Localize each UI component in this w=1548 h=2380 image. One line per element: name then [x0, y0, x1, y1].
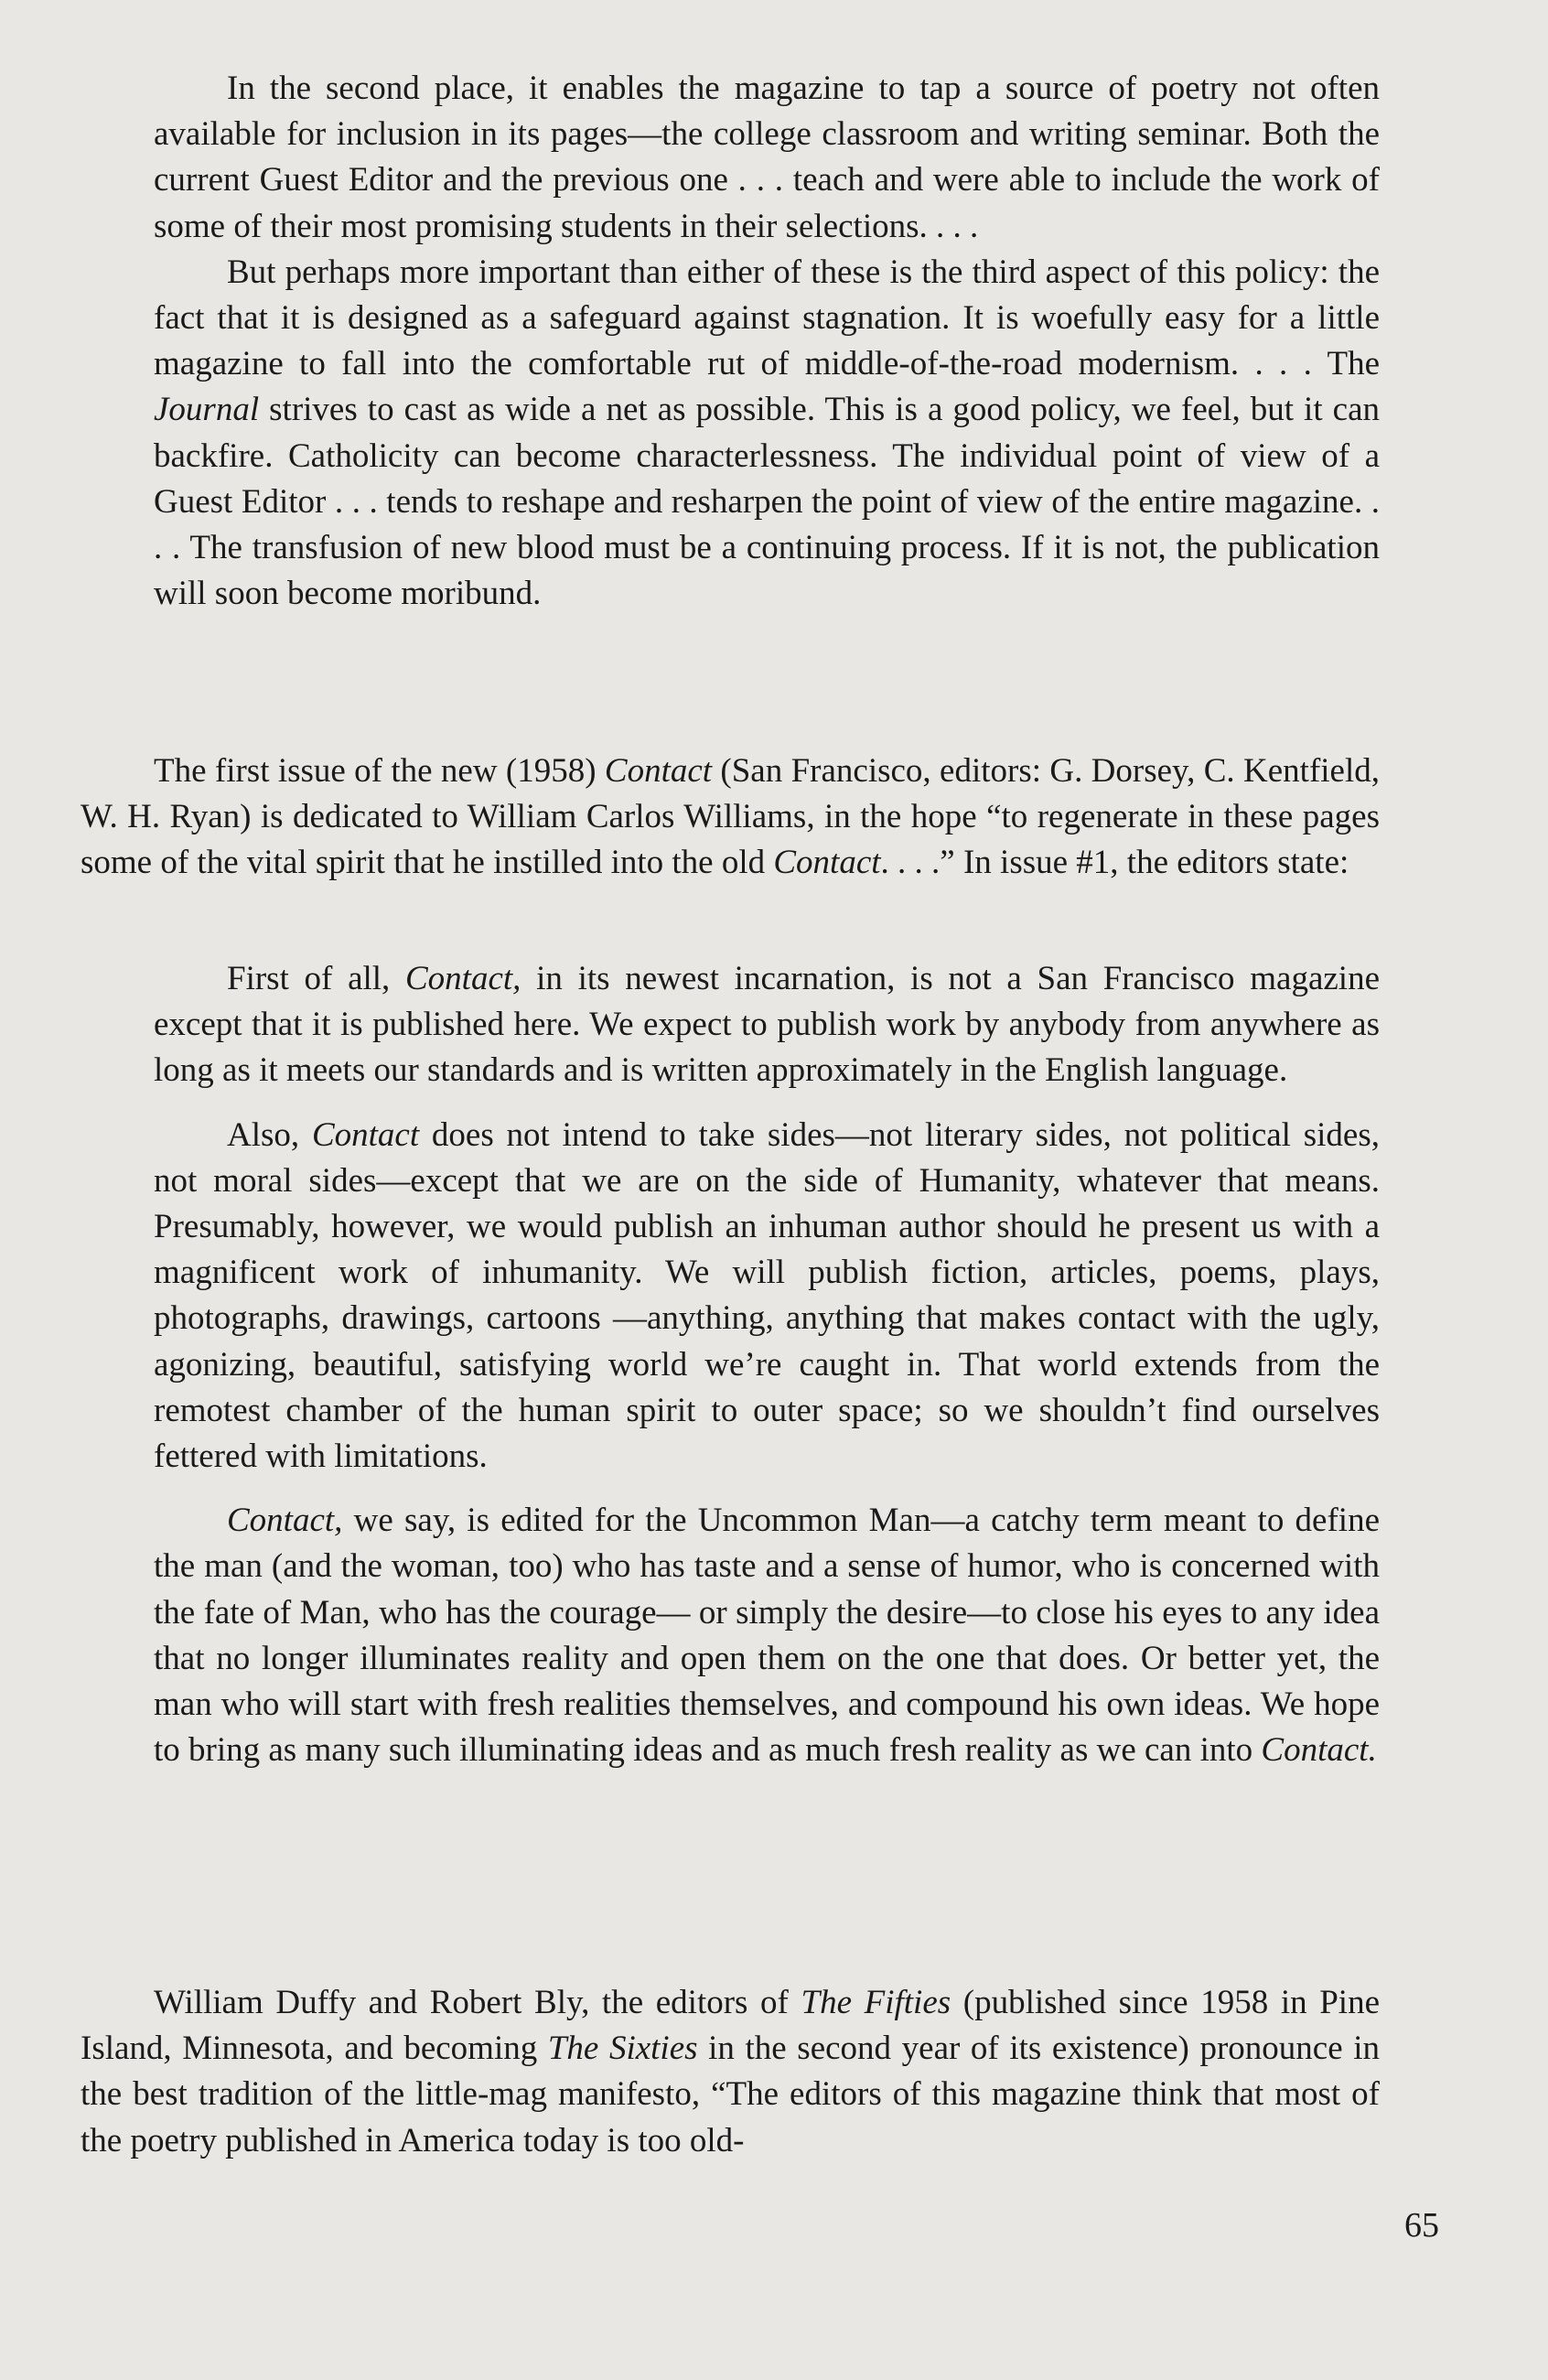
paragraph-text: (San Francisco, editors: G. Dorsey, C. Kentfield, W. H. Ryan) is dedicated to William Carlos Williams, in the hope “to regenerate in these pages some of the vital spirit that he instilled into the old: [81, 752, 1380, 882]
paragraph-text: in its newest incarnation, is not a San Francisco magazine except that it is published here. We expect to publish work by anybody from anywhere as long as it meets our standards and is written approximately in the English language.: [154, 960, 1380, 1090]
paragraph-text: in the second year of its existence) pronounce in the best tradition of the little-mag manifesto, “The editors of this magazine think that most of the poetry published in America today is too old-: [81, 2030, 1380, 2159]
italic-title: Contact,: [227, 1502, 343, 1540]
contact-editors-quote: [154, 956, 1380, 1773]
body-paragraph: [81, 1980, 1380, 2164]
paragraph-text: But perhaps more important than either of these is the third aspect of this policy: the fact that it is designed as a safeguard against stagnation. It is woefully easy for a little magazine to fall into the comfortable rut of middle-of-the-road modernism. . . . The: [154, 253, 1380, 383]
paragraph-text: we say, is edited for the Uncommon Man—a catchy term meant to define the man (and the woman, too) who has taste and a sense of humor, who is concerned with the fate of Man, who has the courage— or simply the desire—to close his eyes to any idea that no longer illuminates reality and open them on the one that does. Or better yet, the man who will start with fresh realities themselves, and compound his own ideas. We hope to bring as many such illuminating ideas and as much fresh reality as we can into: [154, 1502, 1380, 1770]
italic-title: Contact,: [405, 960, 521, 997]
quote-paragraph: [154, 956, 1380, 1094]
italic-title: Journal: [154, 391, 260, 429]
paragraph-text: strives to cast as wide a net as possible. This is a good policy, we feel, but it can backfire. Catholicity can become characterlessness. The individual point of view of a Guest Editor . . . tends to reshape and resharpen the point of view of the entire magazine. . . . The transfusion of new blood must be a continuing process. If it is not, the publication will soon become moribund.: [154, 391, 1380, 613]
page-number: 65: [1404, 2206, 1439, 2245]
paragraph-text: . . . .” In issue #1, the editors state:: [880, 844, 1349, 882]
quote-paragraph: [154, 250, 1380, 618]
italic-title: Contact: [604, 752, 713, 790]
body-paragraph: [81, 748, 1380, 887]
contact-intro-paragraph: [81, 748, 1380, 887]
paragraph-text: Also,: [227, 1115, 312, 1154]
paragraph-text: First of all,: [227, 960, 405, 997]
fifties-intro-paragraph: [81, 1980, 1380, 2164]
paragraph-text: (published since 1958 in Pine Island, Minnesota, and becoming: [81, 1984, 1380, 2068]
italic-title: Contact.: [1261, 1731, 1377, 1770]
journal-policy-quote: [154, 66, 1380, 617]
italic-title: Contact: [311, 1115, 420, 1154]
paragraph-gap: [154, 1094, 1380, 1113]
paragraph-text: In the second place, it enables the magazine to tap a source of poetry not often available for inclusion in its pages—the college classroom and writing seminar. Both the current Guest Editor and the previous one . . . teach and were able to include the work of some of their most promising students in their selections. . . .: [154, 70, 1380, 245]
paragraph-text: William Duffy and Robert Bly, the editors of: [154, 1984, 801, 2021]
quote-paragraph: [154, 1113, 1380, 1481]
quote-paragraph: [154, 66, 1380, 250]
italic-title: The Fifties: [801, 1984, 951, 2021]
paragraph-text: does not intend to take sides—not literary sides, not political sides, not moral sides—except that we are on the side of Humanity, whatever that means. Presumably, however, we would publish an inhuman author should he present us with a magnificent work of inhumanity. We will publish fiction, articles, poems, plays, photographs, drawings, cartoons —anything, anything that makes contact with the ugly, agonizing, beautiful, satisfying world we’re caught in. That world extends from the remotest chamber of the human spirit to outer space; so we shouldn’t find ourselves fettered with limitations.: [154, 1115, 1380, 1476]
quote-paragraph: [154, 1498, 1380, 1773]
italic-title: Contact: [773, 844, 881, 882]
paragraph-gap: [154, 1480, 1380, 1498]
italic-title: The Sixties: [547, 2030, 698, 2068]
paragraph-text: The first issue of the new (1958): [154, 752, 605, 790]
